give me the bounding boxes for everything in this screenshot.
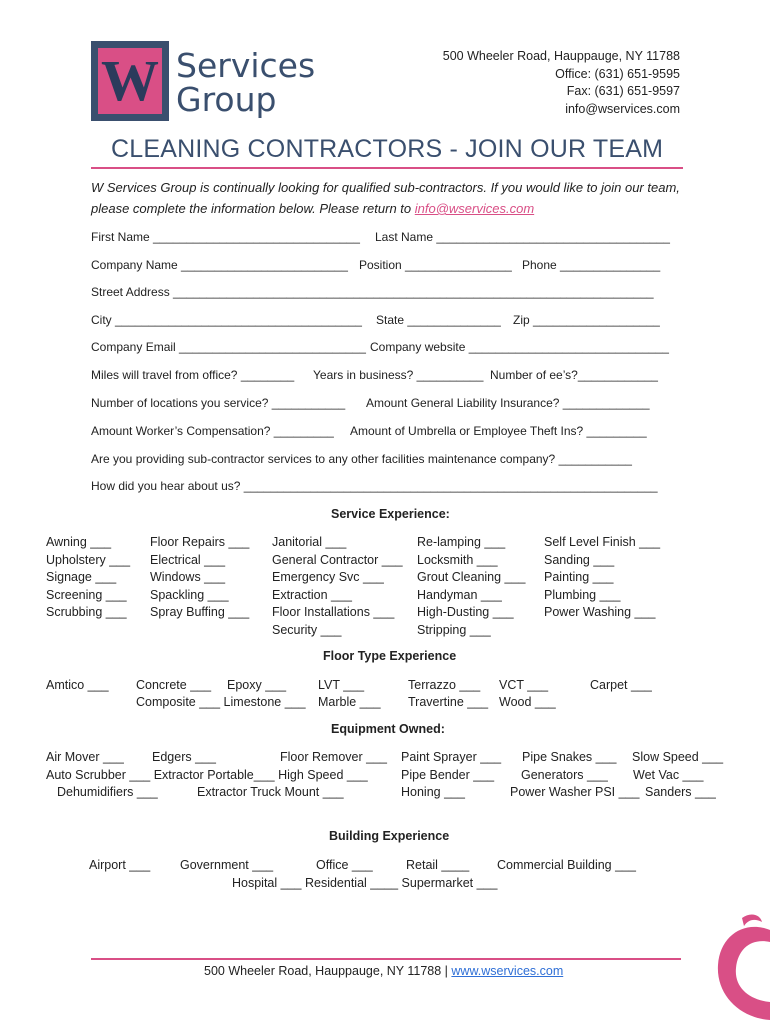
intro-paragraph bbox=[91, 177, 691, 219]
field-city[interactable]: City _____________________________________ bbox=[91, 313, 362, 327]
equipment-item[interactable]: Wet Vac ___ bbox=[633, 768, 704, 782]
decorative-swoosh-icon bbox=[690, 910, 770, 1024]
building-item[interactable]: Airport ___ bbox=[89, 858, 151, 872]
equipment-item[interactable]: Paint Sprayer ___ bbox=[401, 750, 502, 764]
service-col-4 bbox=[417, 534, 525, 639]
service-heading: Service Experience: bbox=[331, 507, 450, 521]
service-col-5 bbox=[544, 534, 660, 622]
field-state[interactable]: State ______________ bbox=[376, 313, 501, 327]
building-item[interactable]: Government ___ bbox=[180, 858, 274, 872]
logo-mark bbox=[91, 41, 169, 121]
equipment-item[interactable]: Sanders ___ bbox=[645, 785, 716, 799]
floor-item[interactable]: Carpet ___ bbox=[590, 678, 652, 692]
service-item[interactable]: Screening ___ bbox=[46, 587, 127, 602]
service-item[interactable]: Plumbing ___ bbox=[544, 587, 621, 602]
service-item[interactable]: Electrical ___ bbox=[150, 552, 226, 567]
field-street-address[interactable]: Street Address ________________________________________________________________________ bbox=[91, 285, 654, 299]
equipment-item[interactable]: Generators ___ bbox=[521, 768, 608, 782]
footer-address: 500 Wheeler Road, Hauppauge, NY 11788 | bbox=[204, 964, 452, 978]
floor-heading: Floor Type Experience bbox=[323, 649, 457, 663]
field-phone[interactable]: Phone _______________ bbox=[522, 258, 661, 272]
logo-letter: W bbox=[98, 48, 162, 114]
service-col-1 bbox=[46, 534, 130, 622]
building-item[interactable]: Commercial Building ___ bbox=[497, 858, 636, 872]
service-item[interactable]: Grout Cleaning ___ bbox=[417, 570, 526, 584]
equipment-item[interactable]: Pipe Bender ___ bbox=[401, 768, 495, 782]
service-item[interactable]: Locksmith ___ bbox=[417, 552, 498, 567]
service-item[interactable]: Spackling ___ bbox=[150, 587, 229, 602]
field-workers-comp[interactable]: Amount Worker’s Compensation? _________ bbox=[91, 424, 334, 438]
footer-url-link[interactable]: www.wservices.com bbox=[451, 964, 564, 978]
footer-divider bbox=[91, 958, 681, 960]
field-company-email[interactable]: Company Email ____________________________ bbox=[91, 340, 366, 354]
service-item[interactable]: Floor Installations ___ bbox=[272, 605, 395, 619]
service-item[interactable]: Extraction ___ bbox=[272, 587, 352, 602]
service-item[interactable]: Re-lamping ___ bbox=[417, 535, 506, 549]
floor-item[interactable]: Travertine ___ bbox=[408, 695, 489, 709]
service-item[interactable]: Security ___ bbox=[272, 622, 342, 637]
service-item[interactable]: Upholstery ___ bbox=[46, 552, 131, 567]
title-divider bbox=[91, 167, 683, 169]
intro-email-link[interactable]: info@wservices.com bbox=[414, 201, 535, 216]
service-item[interactable]: Spray Buffing ___ bbox=[150, 605, 250, 619]
equipment-item[interactable]: Power Washer PSI ___ bbox=[510, 785, 640, 799]
service-item[interactable]: Floor Repairs ___ bbox=[150, 535, 250, 549]
field-number-employees[interactable]: Number of ee’s?____________ bbox=[490, 368, 658, 382]
equipment-item[interactable]: Honing ___ bbox=[401, 785, 465, 799]
field-company-website[interactable]: Company website ______________________________ bbox=[370, 340, 669, 354]
floor-item[interactable]: LVT ___ bbox=[318, 678, 365, 692]
field-other-facilities[interactable]: Are you providing sub-contractor services to any other facilities maintenance company? ___________ bbox=[91, 452, 632, 466]
field-how-heard[interactable]: How did you hear about us? ______________________________________________________________ bbox=[91, 479, 658, 493]
field-locations-serviced[interactable]: Number of locations you service? ___________ bbox=[91, 396, 346, 410]
footer bbox=[204, 963, 563, 981]
floor-item[interactable]: Amtico ___ bbox=[46, 678, 109, 692]
building-item[interactable]: Hospital ___ Residential ____ Supermarket ___ bbox=[232, 876, 498, 890]
service-col-2 bbox=[150, 534, 249, 622]
field-liability-insurance[interactable]: Amount General Liability Insurance? _____________ bbox=[366, 396, 650, 410]
service-item[interactable]: Windows ___ bbox=[150, 570, 226, 584]
equipment-item[interactable]: Auto Scrubber ___ Extractor Portable___ High Speed ___ bbox=[46, 768, 368, 782]
service-col-3 bbox=[272, 534, 403, 639]
equipment-item[interactable]: Floor Remover ___ bbox=[280, 750, 387, 764]
service-item[interactable]: Painting ___ bbox=[544, 570, 614, 584]
contact-address: 500 Wheeler Road, Hauppauge, NY 11788 bbox=[442, 49, 680, 63]
field-last-name[interactable]: Last Name ___________________________________ bbox=[375, 230, 670, 244]
building-item[interactable]: Retail ____ bbox=[406, 858, 470, 872]
equipment-item[interactable]: Edgers ___ bbox=[152, 750, 216, 764]
service-item[interactable]: Self Level Finish ___ bbox=[544, 535, 661, 549]
building-item[interactable]: Office ___ bbox=[316, 858, 373, 872]
contact-fax: Fax: (631) 651-9597 bbox=[566, 84, 680, 98]
floor-item[interactable]: Concrete ___ bbox=[136, 678, 212, 692]
service-item[interactable]: General Contractor ___ bbox=[272, 552, 403, 567]
field-miles-travel[interactable]: Miles will travel from office? ________ bbox=[91, 368, 295, 382]
service-item[interactable]: High-Dusting ___ bbox=[417, 605, 514, 619]
equipment-heading: Equipment Owned: bbox=[331, 722, 445, 736]
equipment-item[interactable]: Pipe Snakes ___ bbox=[522, 750, 617, 764]
floor-item[interactable]: VCT ___ bbox=[499, 678, 549, 692]
floor-item[interactable]: Composite ___ Limestone ___ bbox=[136, 695, 306, 709]
service-item[interactable]: Emergency Svc ___ bbox=[272, 570, 384, 584]
contact-block bbox=[443, 48, 680, 118]
service-item[interactable]: Awning ___ bbox=[46, 535, 112, 549]
service-item[interactable]: Power Washing ___ bbox=[544, 605, 656, 619]
field-first-name[interactable]: First Name _______________________________ bbox=[91, 230, 360, 244]
field-years-business[interactable]: Years in business? __________ bbox=[313, 368, 484, 382]
logo-word-group: Group bbox=[176, 80, 277, 119]
equipment-item[interactable]: Slow Speed ___ bbox=[632, 750, 724, 764]
logo-word-services: Services bbox=[176, 46, 316, 85]
floor-item[interactable]: Epoxy ___ bbox=[227, 678, 287, 692]
equipment-item[interactable]: Air Mover ___ bbox=[46, 750, 124, 764]
floor-item[interactable]: Terrazzo ___ bbox=[408, 678, 481, 692]
service-item[interactable]: Janitorial ___ bbox=[272, 535, 347, 549]
field-zip[interactable]: Zip ___________________ bbox=[513, 313, 660, 327]
building-heading: Building Experience bbox=[329, 829, 450, 843]
service-item[interactable]: Signage ___ bbox=[46, 570, 117, 584]
service-item[interactable]: Scrubbing ___ bbox=[46, 605, 127, 619]
service-item[interactable]: Sanding ___ bbox=[544, 552, 615, 567]
contact-email[interactable]: info@wservices.com bbox=[565, 101, 680, 116]
field-company-name[interactable]: Company Name _________________________ bbox=[91, 258, 348, 272]
service-item[interactable]: Stripping ___ bbox=[417, 622, 491, 637]
equipment-item[interactable]: Dehumidifiers ___ bbox=[57, 785, 158, 799]
intro-text: W Services Group is continually looking for qualified sub-contractors. If you would like to join our team, please complete the information below. Please return to bbox=[91, 180, 680, 216]
contact-office: Office: (631) 651-9595 bbox=[555, 66, 680, 81]
field-umbrella-insurance[interactable]: Amount of Umbrella or Employee Theft Ins? _________ bbox=[350, 424, 647, 438]
field-position[interactable]: Position ________________ bbox=[359, 258, 512, 272]
service-item[interactable]: Handyman ___ bbox=[417, 587, 502, 602]
floor-item[interactable]: Marble ___ bbox=[318, 695, 381, 709]
equipment-item[interactable]: Extractor Truck Mount ___ bbox=[197, 785, 344, 799]
floor-item[interactable]: Wood ___ bbox=[499, 695, 556, 709]
page-title: CLEANING CONTRACTORS - JOIN OUR TEAM bbox=[111, 135, 664, 163]
